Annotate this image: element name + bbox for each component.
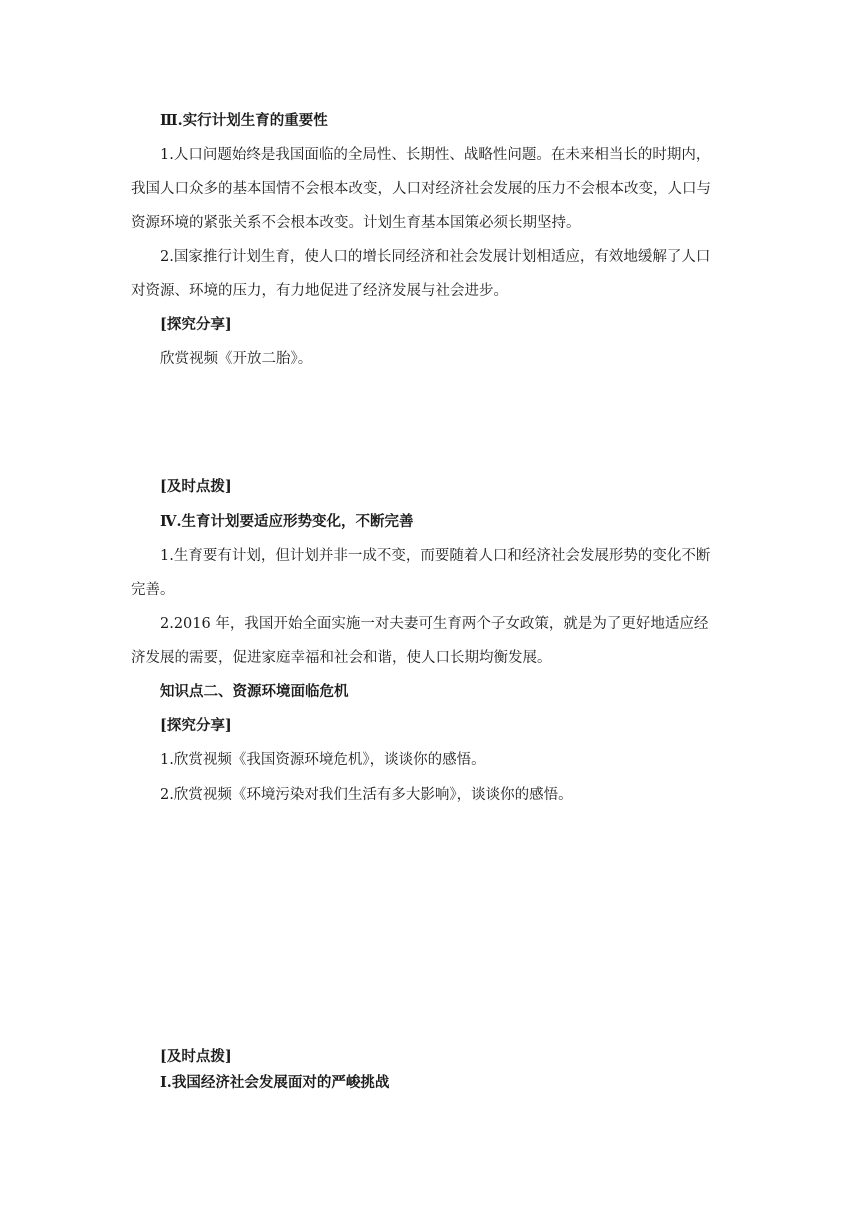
explore-share-label-2: [探究分享]: [160, 717, 232, 734]
section-3-paragraph-1-line-1: 1.人口问题始终是我国面临的全局性、长期性、战略性问题。在未来相当长的时期内，: [160, 147, 711, 163]
section-3-paragraph-1-line-2: 我国人口众多的基本国情不会根本改变，人口对经济社会发展的压力不会根本改变，人口与: [131, 181, 711, 197]
explore-share-item-2: 2.欣赏视频《环境污染对我们生活有多大影响》，谈谈你的感悟。: [160, 787, 573, 803]
section-4-paragraph-1-line-2: 完善。: [131, 582, 175, 598]
section-4-paragraph-1-line-1: 1.生育要有计划，但计划并非一成不变，而要随着人口和经济社会发展形势的变化不断: [160, 548, 711, 564]
section-1-heading: Ⅰ.我国经济社会发展面对的严峻挑战: [160, 1074, 390, 1091]
section-3-paragraph-1-line-3: 资源环境的紧张关系不会根本改变。计划生育基本国策必须长期坚持。: [131, 215, 581, 231]
timely-tip-label-1: [及时点拨]: [160, 478, 232, 495]
explore-share-text-1: 欣赏视频《开放二胎》。: [160, 351, 313, 367]
knowledge-point-2-heading: 知识点二、资源环境面临危机: [160, 683, 349, 700]
timely-tip-label-2: [及时点拨]: [160, 1048, 232, 1065]
section-4-paragraph-2-line-2: 济发展的需要，促进家庭幸福和社会和谐，使人口长期均衡发展。: [131, 650, 552, 666]
section-4-paragraph-2-line-1: 2.2016 年，我国开始全面实施一对夫妻可生育两个子女政策，就是为了更好地适应经: [160, 616, 709, 632]
section-3-paragraph-2-line-2: 对资源、环境的压力，有力地促进了经济发展与社会进步。: [131, 283, 508, 299]
explore-share-label-1: [探究分享]: [160, 316, 232, 333]
explore-share-item-1: 1.欣赏视频《我国资源环境危机》，谈谈你的感悟。: [160, 752, 486, 768]
section-4-heading: Ⅳ.生育计划要适应形势变化，不断完善: [160, 513, 414, 530]
section-3-heading: Ⅲ.实行计划生育的重要性: [160, 112, 328, 129]
section-3-paragraph-2-line-1: 2.国家推行计划生育，使人口的增长同经济和社会发展计划相适应，有效地缓解了人口: [160, 249, 711, 265]
